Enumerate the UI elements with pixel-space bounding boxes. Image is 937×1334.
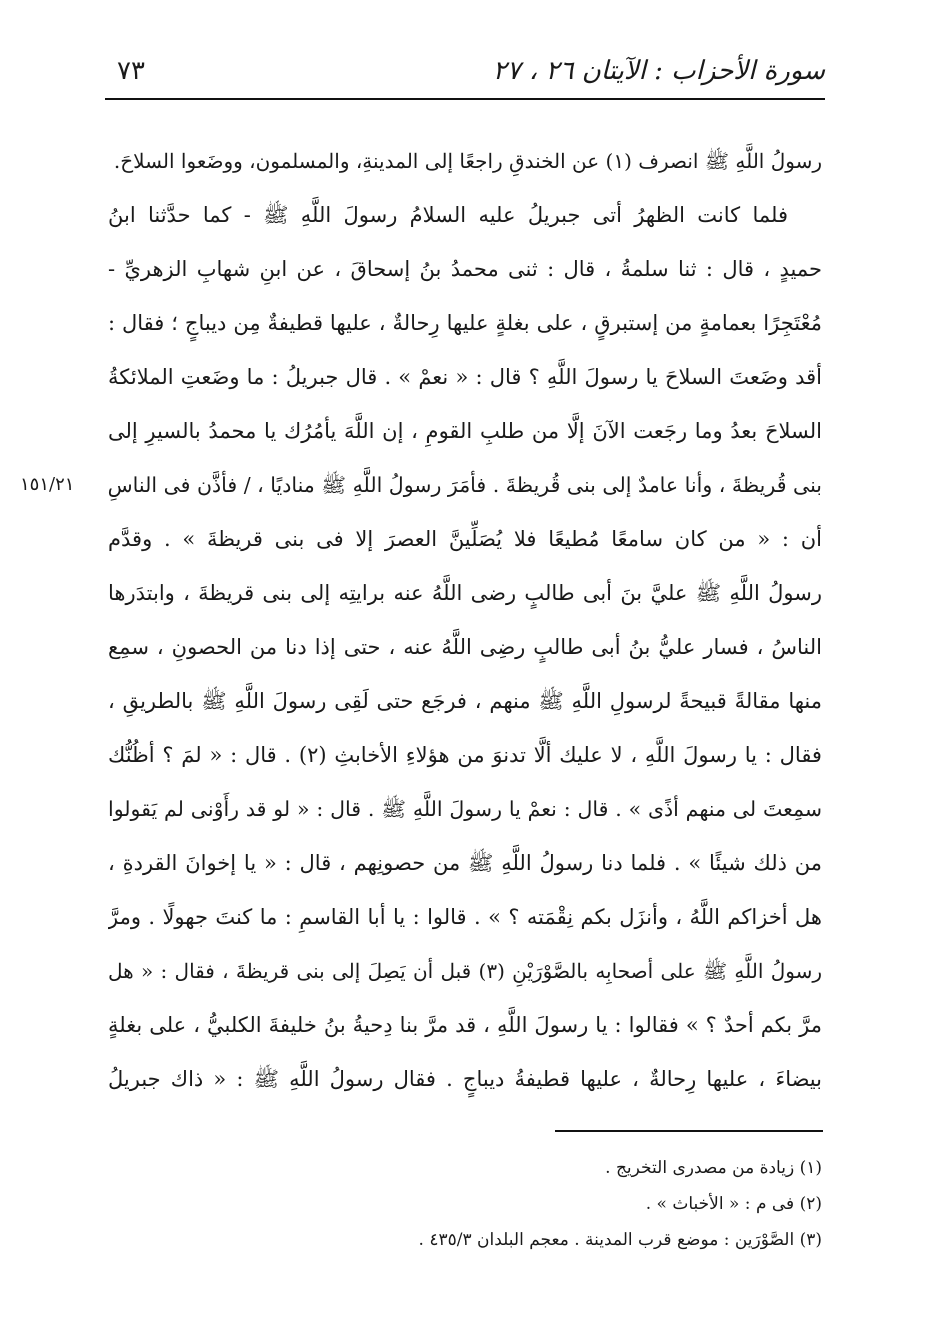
footnote-rule (555, 1130, 823, 1132)
text-line: فقال : يا رسولَ اللَّهِ ، لا عليك ألَّا تدنوَ من هؤلاءِ الأخابثِ (٢) . قال : « لمَ ؟ أظُنُّك (108, 743, 822, 767)
footnote: (١) زيادة من مصدرى التخريج . (605, 1158, 822, 1178)
text-line: هل أخزاكم اللَّهُ ، وأنزَل بكم نِقْمَته ؟ » . قالوا : يا أبا القاسمِ : ما كنتَ جهولًا . ومرَّ (108, 905, 822, 929)
page-number: ٧٣ (117, 56, 145, 86)
text-line: سمِعتَ لى منهم أذًى » . قال : نعمْ يا رسولَ اللَّهِ ﷺ . قال : « لو قد رأَوْنى لم يَقولوا (108, 797, 822, 821)
margin-reference: ١٥١/٢١ (20, 474, 75, 495)
text-line: من ذلك شيئًا » . فلما دنا رسولُ اللَّهِ ﷺ من حصونِهم ، قال : « يا إخوانَ القردةِ ، (108, 851, 822, 875)
text-line: بنى قُريظةَ ، وأنا عامدٌ إلى بنى قُريظةَ . فأمَرَ رسولُ اللَّهِ ﷺ مناديًا ، / فأذَّن فى الناسِ (108, 473, 822, 497)
main-text (108, 134, 822, 1106)
text-line: رسولُ اللَّهِ ﷺ انصرف (١) عن الخندقِ راجعًا إلى المدينةِ، والمسلمون، ووضَعوا السلاحَ. (113, 149, 822, 173)
text-line: مُعْتَجِرًا بعمامةٍ من إستبرقٍ ، على بغلةٍ عليها رِحالةٌ ، عليها قطيفةٌ مِن ديباجٍ ؛ فقال : (108, 311, 822, 335)
text-line: أن : « من كان سامعًا مُطيعًا فلا يُصَلِّينَّ العصرَ إلا فى بنى قريظةَ » . وقدَّم (108, 527, 822, 551)
text-line: حميدٍ ، قال : ثنا سلمةُ ، قال : ثنى محمدُ بنُ إسحاقَ ، عن ابنِ شهابِ الزهريِّ - (108, 257, 822, 281)
footnote: (٢) فى م : « الأخباث » . (645, 1194, 822, 1214)
text-line: رسولُ اللَّهِ ﷺ عليَّ بنَ أبى طالبٍ رضى اللَّهُ عنه برايتِه إلى بنى قريظةَ ، وابتدَرها (108, 581, 822, 605)
footnotes (108, 1150, 822, 1258)
footnote: (٣) الصَّوْرَين : موضع قرب المدينة . معجم البلدان ٤٣٥/٣ . (418, 1230, 822, 1250)
text-line: بيضاءَ ، عليها رِحالةٌ ، عليها قطيفةُ ديباجٍ . فقال رسولُ اللَّهِ ﷺ : « ذاك جبريلُ (108, 1067, 822, 1091)
text-line: رسولُ اللَّهِ ﷺ على أصحابِه بالصَّوْرَيْنِ (٣) قبل أن يَصِلَ إلى بنى قريظةَ ، فقال : « هل (108, 959, 822, 983)
text-line: منها مقالةً قبيحةً لرسولِ اللَّهِ ﷺ منهم ، فرجَع حتى لَقِى رسولَ اللَّهِ ﷺ بالطريقِ ، (108, 689, 822, 713)
text-line: السلاحَ بعدُ وما رجَعت الآنَ إلَّا من طلبِ القومِ ، إن اللَّهَ يأمُرُك يا محمدُ بالسيرِ إلى (108, 419, 822, 443)
header-title: سورة الأحزاب : الآيتان ٢٦ ، ٢٧ (492, 56, 825, 86)
header-rule (105, 98, 825, 100)
text-line: مرَّ بكم أحدٌ ؟ » فقالوا : يا رسولَ اللَّهِ ، قد مرَّ بنا دِحيةُ بنُ خليفةَ الكلبيُّ ، على بغلةٍ (108, 1013, 822, 1037)
running-header (105, 52, 825, 96)
text-line: أقد وضَعتَ السلاحَ يا رسولَ اللَّهِ ؟ قال : « نعمْ » . قال جبريلُ : ما وضَعتِ الملائكةُ (108, 365, 822, 389)
text-line: فلما كانت الظهرُ أتى جبريلُ عليه السلامُ رسولَ اللَّهِ ﷺ - كما حدَّثنا ابنُ (108, 203, 788, 227)
text-line: الناسُ ، فسار عليُّ بنُ أبى طالبٍ رضِى اللَّهُ عنه ، حتى إذا دنا من الحصونِ ، سمِع (108, 635, 822, 659)
